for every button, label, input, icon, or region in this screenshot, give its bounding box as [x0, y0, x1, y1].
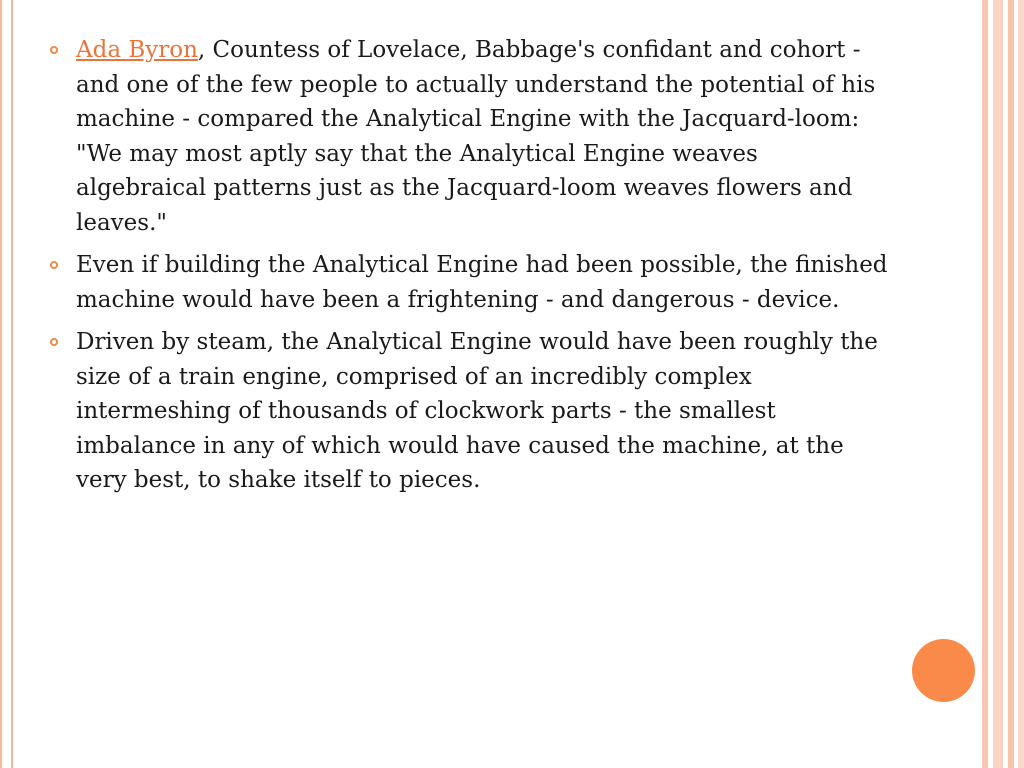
left-border-rule — [0, 0, 2, 768]
bullet-item-ada-byron — [44, 33, 894, 240]
bullet-list — [44, 33, 894, 506]
bullet-circle-icon — [50, 46, 58, 54]
decorative-orange-circle — [912, 639, 975, 702]
bullet-circle-icon — [50, 261, 58, 269]
right-stripe — [1018, 0, 1024, 768]
left-border-rule-inner — [11, 0, 13, 768]
right-stripe — [1008, 0, 1014, 768]
bullet-circle-icon — [50, 338, 58, 346]
bullet-item-dangerous-device — [44, 248, 894, 317]
bullet-text: Driven by steam, the Analytical Engine would have been roughly the size of a train engine, comprised of an incredibly complex intermeshing of thousands of clockwork parts - the smallest imbalance in any of which would have caused the machine, at the very best, to shake itself to pieces. — [76, 329, 878, 493]
ada-byron-link[interactable]: Ada Byron — [76, 37, 198, 63]
bullet-text: , Countess of Lovelace, Babbage's confidant and cohort - and one of the few people to actually understand the potential of his machine - compared the Analytical Engine with the Jacquard-loom: "We may most aptly say that the Analytical Engine weaves algebraical patterns just as the Jacquard-loom weaves flowers and leaves." — [76, 37, 876, 236]
bullet-item-driven-by-steam — [44, 325, 894, 498]
right-stripe — [993, 0, 1003, 768]
bullet-text: Even if building the Analytical Engine had been possible, the finished machine would have been a frightening - and dangerous - device. — [76, 252, 888, 313]
right-stripe — [982, 0, 988, 768]
